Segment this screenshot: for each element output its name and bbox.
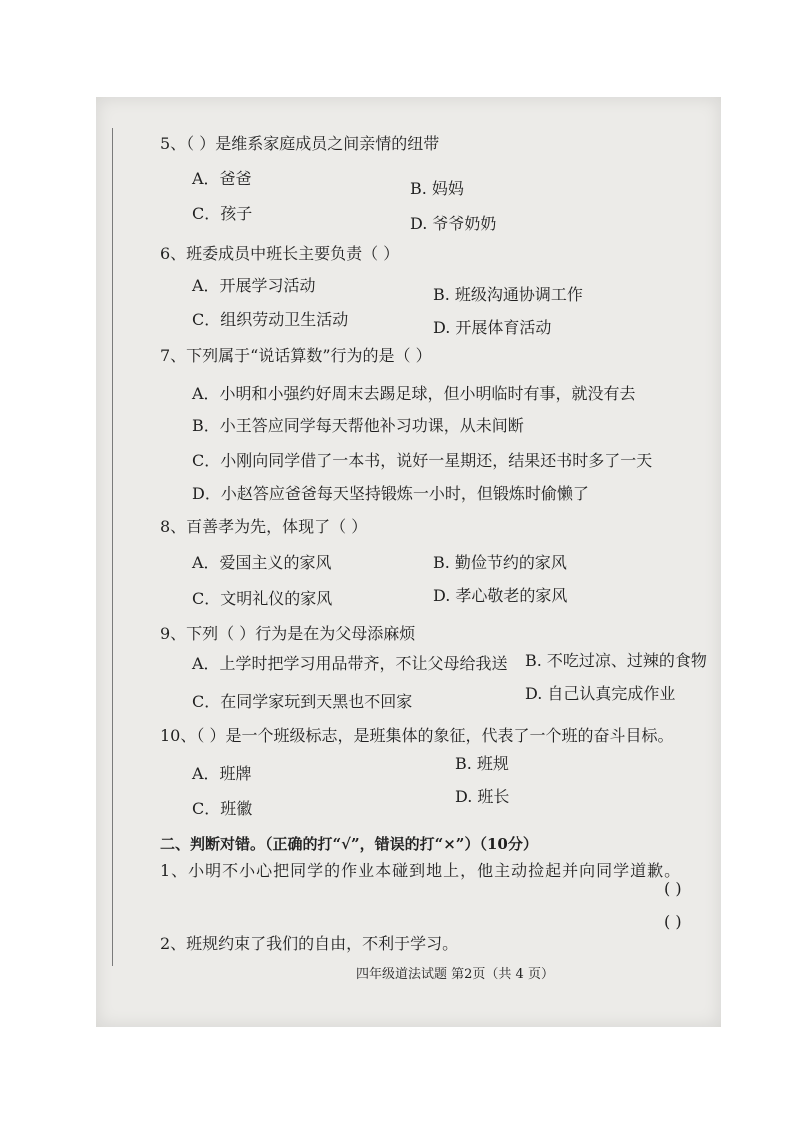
question-10-option-b: B. 班规 (455, 754, 509, 773)
judge-item-2: 2、班规约束了我们的自由，不利于学习。 (160, 934, 459, 953)
question-10-option-c: C．班徽 (192, 799, 253, 818)
question-8-option-c: C．文明礼仪的家风 (192, 589, 333, 608)
question-10-option-a: A．班牌 (192, 764, 252, 783)
section-2-heading: 二、判断对错。（正确的打“√”，错误的打“×”）（10分） (160, 835, 538, 853)
question-6-stem: 6、班委成员中班长主要负责（ ） (160, 244, 400, 263)
question-5-option-d: D. 爷爷奶奶 (410, 214, 497, 233)
question-10-stem: 10、（ ）是一个班级标志，是班集体的象征，代表了一个班的奋斗目标。 (160, 726, 674, 745)
judge-item-1-answer-paren: ( ) (664, 879, 682, 898)
question-8-option-a: A．爱国主义的家风 (192, 553, 332, 572)
question-6-option-b: B. 班级沟通协调工作 (433, 285, 583, 304)
question-5-option-b: B. 妈妈 (410, 179, 464, 198)
question-9-option-b: B. 不吃过凉、过辣的食物 (525, 651, 707, 670)
judge-item-1: 1、小明不小心把同学的作业本碰到地上，他主动捡起并向同学道歉。 (160, 861, 682, 880)
question-7-option-d: D．小赵答应爸爸每天坚持锻炼一小时，但锻炼时偷懒了 (192, 484, 589, 503)
question-6-option-a: A．开展学习活动 (192, 276, 316, 295)
question-7-option-b: B．小王答应同学每天帮他补习功课，从未间断 (192, 416, 524, 435)
question-9-option-d: D. 自己认真完成作业 (525, 684, 676, 703)
question-5-option-c: C．孩子 (192, 204, 253, 223)
judge-item-2-answer-paren: ( ) (664, 912, 682, 931)
question-5-option-a: A．爸爸 (192, 169, 252, 188)
question-9-option-c: C．在同学家玩到天黑也不回家 (192, 692, 413, 711)
question-6-option-c: C．组织劳动卫生活动 (192, 310, 349, 329)
question-7-option-a: A．小明和小强约好周末去踢足球，但小明临时有事，就没有去 (192, 384, 636, 403)
page-footer: 四年级道法试题 第2页（共 4 页） (356, 967, 554, 982)
question-7-option-c: C．小刚向同学借了一本书，说好一星期还，结果还书时多了一天 (192, 451, 653, 470)
exam-paper (96, 97, 721, 1027)
margin-line (112, 128, 113, 966)
question-6-option-d: D. 开展体育活动 (433, 318, 552, 337)
question-5-stem: 5、（ ）是维系家庭成员之间亲情的纽带 (160, 134, 440, 153)
question-10-option-d: D. 班长 (455, 787, 510, 806)
question-8-stem: 8、百善孝为先，体现了（ ） (160, 517, 368, 536)
question-7-stem: 7、下列属于“说话算数”行为的是（ ） (160, 346, 432, 365)
question-9-option-a: A．上学时把学习用品带齐，不让父母给我送 (192, 654, 508, 673)
question-8-option-d: D. 孝心敬老的家风 (433, 586, 568, 605)
question-9-stem: 9、下列（ ）行为是在为父母添麻烦 (160, 624, 416, 643)
question-8-option-b: B. 勤俭节约的家风 (433, 553, 567, 572)
